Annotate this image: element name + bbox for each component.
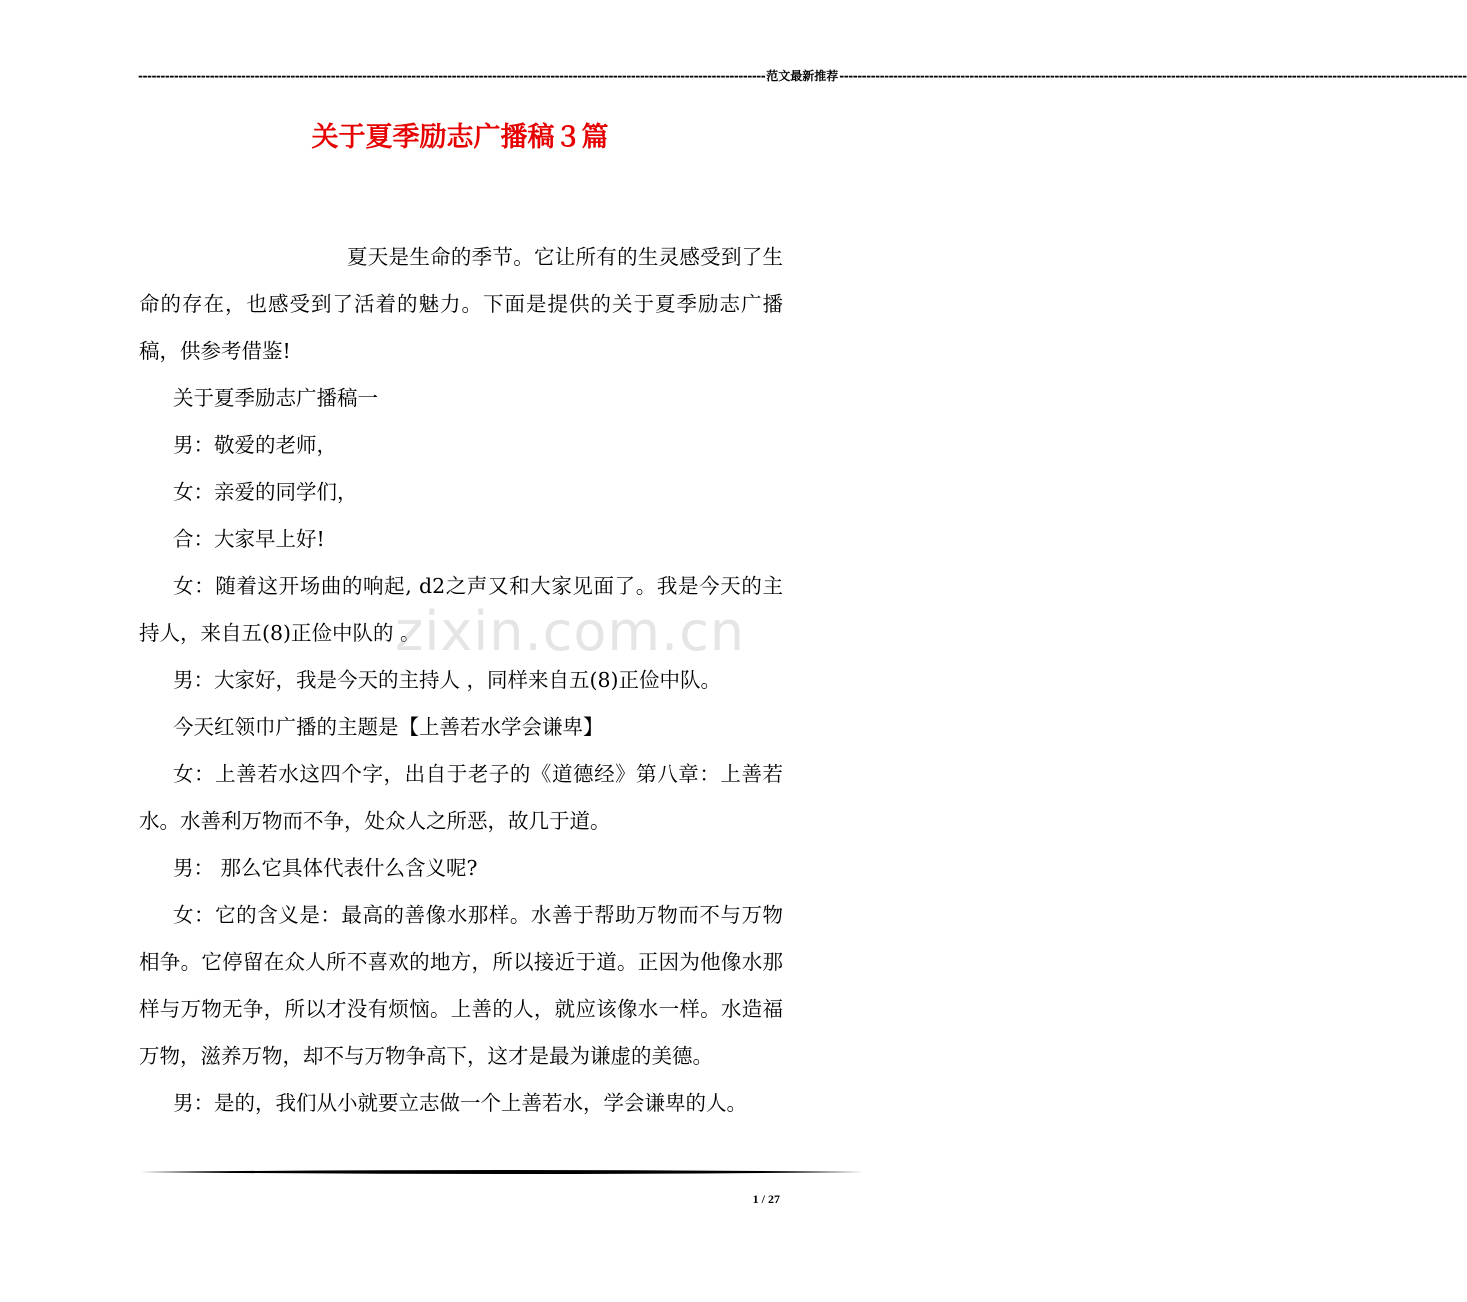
footer-divider [140,1166,864,1178]
body-paragraph: 合：大家早上好! [173,527,325,551]
body-paragraph: 女：上善若水这四个字，出自于老子的《道德经》第八章：上善若水。水善利万物而不争，处众人之所恶，故几于道。 [139,762,783,833]
body-paragraph: 男：是的，我们从小就要立志做一个上善若水，学会谦卑的人。 [173,1091,747,1115]
section-heading: 关于夏季励志广播稿一 [173,386,378,410]
body-paragraph: 女：随着这开场曲的响起, d2之声又和大家见面了。我是今天的主持人，来自五(8)正俭中队的 。 [139,574,783,645]
header-dashes-left: -------------------------------------------------------------------------------------------------------------------------------------------- [138,69,766,83]
body-paragraph: 男：大家好，我是今天的主持人 ，同样来自五(8)正俭中队。 [173,668,722,692]
page-number: 1 / 27 [752,1192,780,1206]
header-dashes-right: -------------------------------------------------------------------------------------------------------------------------------------------- [839,69,1467,83]
watermark: zixin.com.cn [395,600,746,663]
intro-paragraph: 夏天是生命的季节。它让所有的生灵感受到了生命的存在，也感受到了活着的魅力。下面是提供的关于夏季励志广播稿，供参考借鉴! [139,245,783,363]
body-paragraph: 男：敬爱的老师， [173,433,337,457]
body-paragraph: 女：它的含义是：最高的善像水那样。水善于帮助万物而不与万物相争。它停留在众人所不喜欢的地方，所以接近于道。正因为他像水那样与万物无争，所以才没有烦恼。上善的人，就应该像水一样。水造福万物，滋养万物，却不与万物争高下，这才是最为谦虚的美德。 [139,903,783,1068]
document-body [139,234,783,1127]
body-paragraph: 男： 那么它具体代表什么含义呢? [173,856,478,880]
page-header [138,68,1467,84]
body-paragraph: 女：亲爱的同学们， [173,480,358,504]
document-title: 关于夏季励志广播稿３篇 [311,122,609,153]
body-paragraph: 今天红领巾广播的主题是【上善若水学会谦卑】 [173,715,604,739]
header-label: 范文最新推荐 [766,69,839,83]
